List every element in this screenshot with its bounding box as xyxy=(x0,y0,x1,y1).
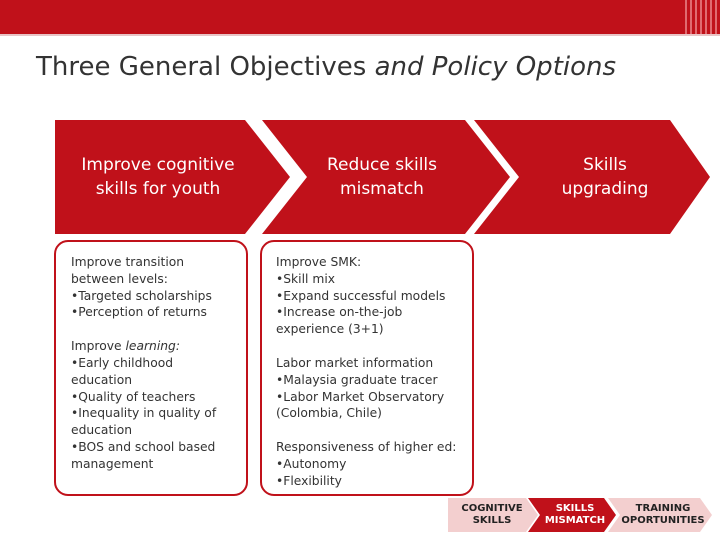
objective-label-2 xyxy=(300,153,464,201)
objective-2-line2: mismatch xyxy=(340,179,424,199)
nav-3-line1: TRAINING xyxy=(635,503,691,514)
middle-line: •Expand successful models xyxy=(276,288,446,303)
objective-1-line2: skills for youth xyxy=(95,179,221,199)
objective-2-line1: Reduce skills xyxy=(326,155,437,175)
middle-line: •Malaysia graduate tracer xyxy=(276,372,438,387)
policy-text-cognitive xyxy=(71,254,216,473)
left-line: between levels: xyxy=(71,271,168,286)
left-spacer xyxy=(71,321,216,338)
nav-chevron-label-3[interactable] xyxy=(620,503,706,527)
nav-1-line1: COGNITIVE xyxy=(461,503,523,514)
objective-3-line2: upgrading xyxy=(561,179,649,199)
left-learning-line xyxy=(71,338,216,355)
middle-line: •Flexibility xyxy=(276,473,342,488)
left-line: •Quality of teachers xyxy=(71,389,196,404)
policy-text-mismatch xyxy=(276,254,456,490)
middle-line: Responsiveness of higher ed: xyxy=(276,440,457,455)
middle-line: experience (3+1) xyxy=(276,322,384,337)
nav-chevron-label-1[interactable] xyxy=(452,503,532,527)
objective-1-line1: Improve cognitive xyxy=(81,155,235,175)
middle-line: •Autonomy xyxy=(276,456,347,471)
nav-2-line2: MISMATCH xyxy=(544,515,606,526)
left-line: education xyxy=(71,423,133,438)
left-line: management xyxy=(71,456,154,471)
left-line: •Inequality in quality of xyxy=(71,406,217,421)
objective-label-3 xyxy=(520,153,690,201)
middle-line: •Labor Market Observatory xyxy=(276,389,445,404)
left-line: education xyxy=(71,372,133,387)
middle-line: (Colombia, Chile) xyxy=(276,406,382,421)
learning-word: learning: xyxy=(125,339,181,354)
middle-spacer xyxy=(276,338,456,355)
nav-1-line2: SKILLS xyxy=(472,515,512,526)
objective-label-1 xyxy=(62,153,254,201)
left-line: •Early childhood xyxy=(71,355,174,370)
middle-line: Labor market information xyxy=(276,355,434,370)
middle-line: •Skill mix xyxy=(276,271,336,286)
left-line: •Perception of returns xyxy=(71,305,207,320)
slide-title-italic: and Policy Options xyxy=(374,52,617,82)
middle-spacer xyxy=(276,422,456,439)
middle-line: •Increase on-the-job xyxy=(276,305,403,320)
left-line: Improve transition xyxy=(71,255,185,269)
left-line: •BOS and school based xyxy=(71,439,216,454)
nav-3-line2: OPORTUNITIES xyxy=(621,515,705,526)
nav-2-line1: SKILLS xyxy=(555,503,595,514)
middle-line: Improve SMK: xyxy=(276,255,362,269)
left-line: Improve xyxy=(71,339,126,354)
slide-title-main: Three General Objectives xyxy=(36,52,375,82)
left-line: •Targeted scholarships xyxy=(71,288,212,303)
nav-chevron-label-2[interactable] xyxy=(536,503,614,527)
objective-3-line1: Skills xyxy=(583,155,627,175)
